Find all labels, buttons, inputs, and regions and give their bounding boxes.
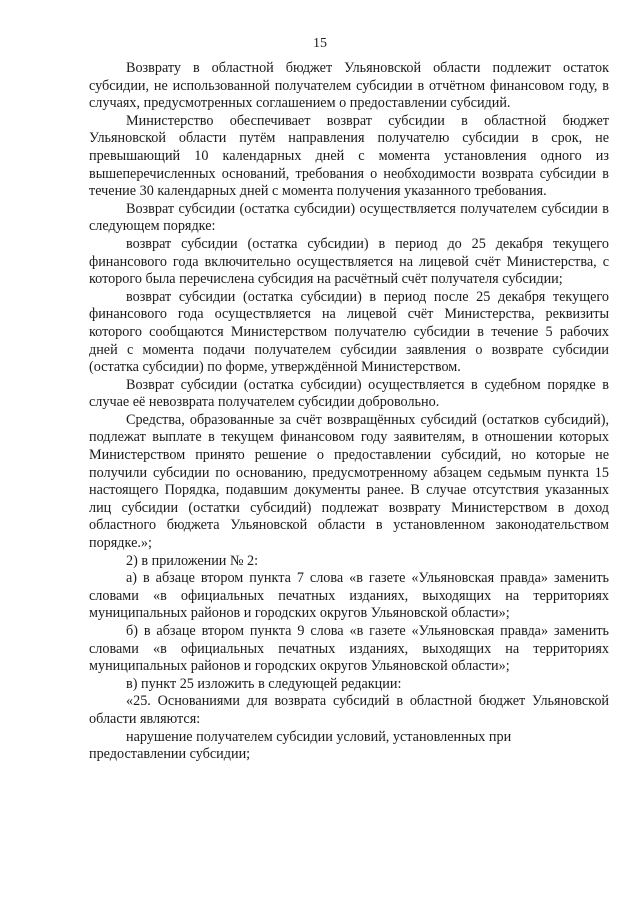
paragraph: 2) в приложении № 2: xyxy=(126,552,259,569)
paragraph: Средства, образованные за счёт возвращённых субсидий (остатков субсидий), подлежат выплате в текущем финансовом году заявителям, в отношении которых Министерством принято решение о предоставлении субсидий, но которые не получили субсидии по основанию, предусмотренному абзацем седьмым пункта 15 настоящего Порядка, подавшим документы ранее. В случае отсутствия указанных лиц субсидии (остатки субсидий) подлежат возврату Министерством в доход областного бюджета Ульяновской области в установленном законодательством порядке.»; xyxy=(89,411,609,552)
paragraph: нарушение получателем субсидии условий, установленных при предоставлении субсидии; xyxy=(89,728,512,763)
paragraph: а) в абзаце втором пункта 7 слова «в газете «Ульяновская правда» заменить словами «в официальных печатных изданиях, выходящих на территориях муниципальных районов и городских округов Ульяновской области»; xyxy=(89,570,609,622)
document-body xyxy=(89,60,609,764)
page-number: 15 xyxy=(313,36,327,51)
paragraph: «25. Основаниями для возврата субсидий в областной бюджет Ульяновской области являются: xyxy=(89,693,609,727)
paragraph: Возврат субсидии (остатка субсидии) осуществляется получателем субсидии в следующем порядке: xyxy=(89,200,609,235)
paragraph: Министерство обеспечивает возврат субсидии в областной бюджет Ульяновской области путём направления получателю субсидии в срок, не превышающий 10 календарных дней с момента установления одного из вышеперечисленных оснований, требования о необходимости возврата субсидии в течение 30 календарных дней с момента получения указанного требования. xyxy=(89,112,609,200)
paragraph: возврат субсидии (остатка субсидии) в период до 25 декабря текущего финансового года включительно осуществляется на лицевой счёт Министерства, с которого была перечислена субсидия на расчётный счёт получателя субсидии; xyxy=(89,235,609,288)
paragraph: возврат субсидии (остатка субсидии) в период после 25 декабря текущего финансового года осуществляется на лицевой счёт Министерства, реквизиты которого сообщаются Министерством получателю субсидии в течение 5 рабочих дней с момента подачи получателем субсидии заявления о возврате субсидии (остатка субсидии) по форме, утверждённой Министерством. xyxy=(89,288,609,376)
paragraph: б) в абзаце втором пункта 9 слова «в газете «Ульяновская правда» заменить словами «в официальных печатных изданиях, выходящих на территориях муниципальных районов и городских округов Ульяновской области»; xyxy=(89,623,609,675)
paragraph: Возврат субсидии (остатка субсидии) осуществляется в судебном порядке в случае её невозврата получателем субсидии добровольно. xyxy=(89,376,609,411)
paragraph: в) пункт 25 изложить в следующей редакции: xyxy=(126,675,402,692)
paragraph: Возврату в областной бюджет Ульяновской области подлежит остаток субсидии, не использованной получателем субсидии в отчётном финансовом году, в случаях, предусмотренных соглашением о предоставлении субсидий. xyxy=(89,60,609,112)
